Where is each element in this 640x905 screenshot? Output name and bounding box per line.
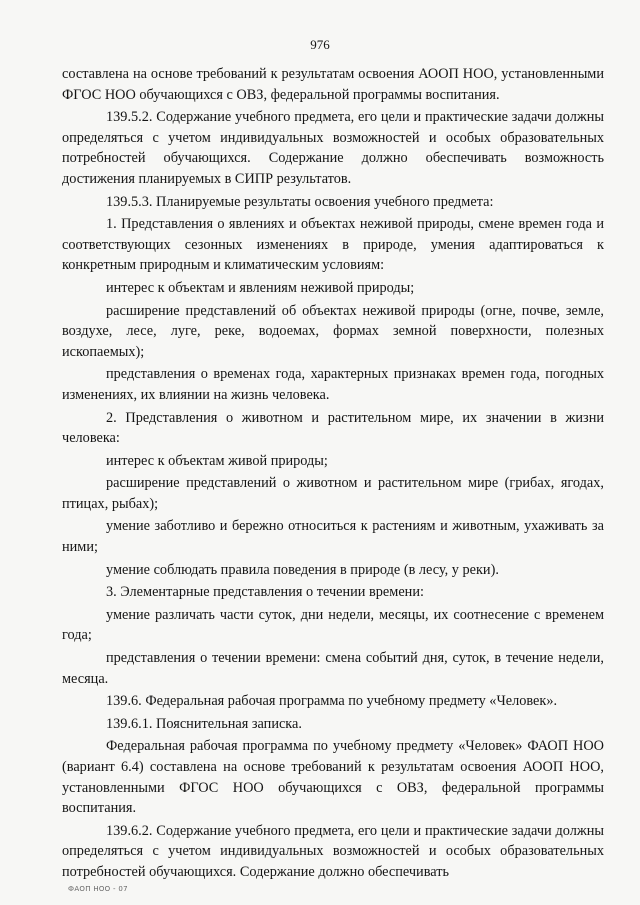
paragraph: умение соблюдать правила поведения в природе (в лесу, у реки).	[106, 561, 499, 578]
paragraph: 139.5.2. Содержание учебного предмета, его цели и практические задачи должны определяться с учетом индивидуальных возможностей и особых образовательных потребностей обучающихся. Содержание должно обеспечивать возможность достижения планируемых в СИПР результатов.	[62, 109, 604, 187]
paragraph: интерес к объектам живой природы;	[106, 452, 328, 469]
paragraph: интерес к объектам и явлениям неживой природы;	[106, 279, 415, 296]
page-number: 976	[310, 37, 330, 52]
paragraph: представления о временах года, характерных признаках времен года, погодных изменениях, их влиянии на жизнь человека.	[62, 366, 604, 403]
paragraph: представления о течении времени: смена событий дня, суток, в течение недели, месяца.	[62, 650, 604, 687]
paragraph: расширение представлений о животном и растительном мире (грибах, ягодах, птицах, рыбах);	[62, 475, 604, 512]
paragraph: 1. Представления о явлениях и объектах неживой природы, смене времен года и соответствующих сезонных изменениях в природе, умения адаптироваться к конкретным природным и климатическим условиям:	[62, 216, 604, 274]
paragraph: Федеральная рабочая программа по учебному предмету «Человек» ФАОП НОО (вариант 6.4) составлена на основе требований к результатам освоения АООП НОО, установленными ФГОС НОО обучающихся с ОВЗ, федеральной программы воспитания.	[62, 738, 604, 817]
paragraph: 139.5.3. Планируемые результаты освоения учебного предмета:	[106, 193, 494, 210]
paragraph: 3. Элементарные представления о течении времени:	[106, 584, 424, 601]
paragraph: 2. Представления о животном и растительном мире, их значении в жизни человека:	[62, 409, 604, 447]
paragraph: умение различать части суток, дни недели, месяцы, их соотнесение с временем года;	[62, 606, 604, 644]
paragraph: умение заботливо и бережно относиться к растениям и животным, ухаживать за ними;	[62, 518, 604, 556]
paragraph: расширение представлений об объектах неживой природы (огне, почве, земле, воздухе, лесе, луге, реке, водоемах, формах земной поверхности, полезных ископаемых);	[62, 302, 604, 360]
page-footer: ФАОП НОО - 07	[68, 885, 128, 893]
paragraph: 139.6.2. Содержание учебного предмета, его цели и практические задачи должны определяться с учетом индивидуальных возможностей и особых образовательных потребностей обучающихся. Содержание должно обеспечивать	[62, 822, 604, 880]
paragraph: составлена на основе требований к результатам освоения АООП НОО, установленными ФГОС НОО обучающихся с ОВЗ, федеральной программы воспитания.	[62, 66, 604, 103]
paragraph: 139.6. Федеральная рабочая программа по учебному предмету «Человек».	[106, 693, 558, 710]
paragraph: 139.6.1. Пояснительная записка.	[106, 715, 302, 732]
document-body	[62, 64, 604, 883]
